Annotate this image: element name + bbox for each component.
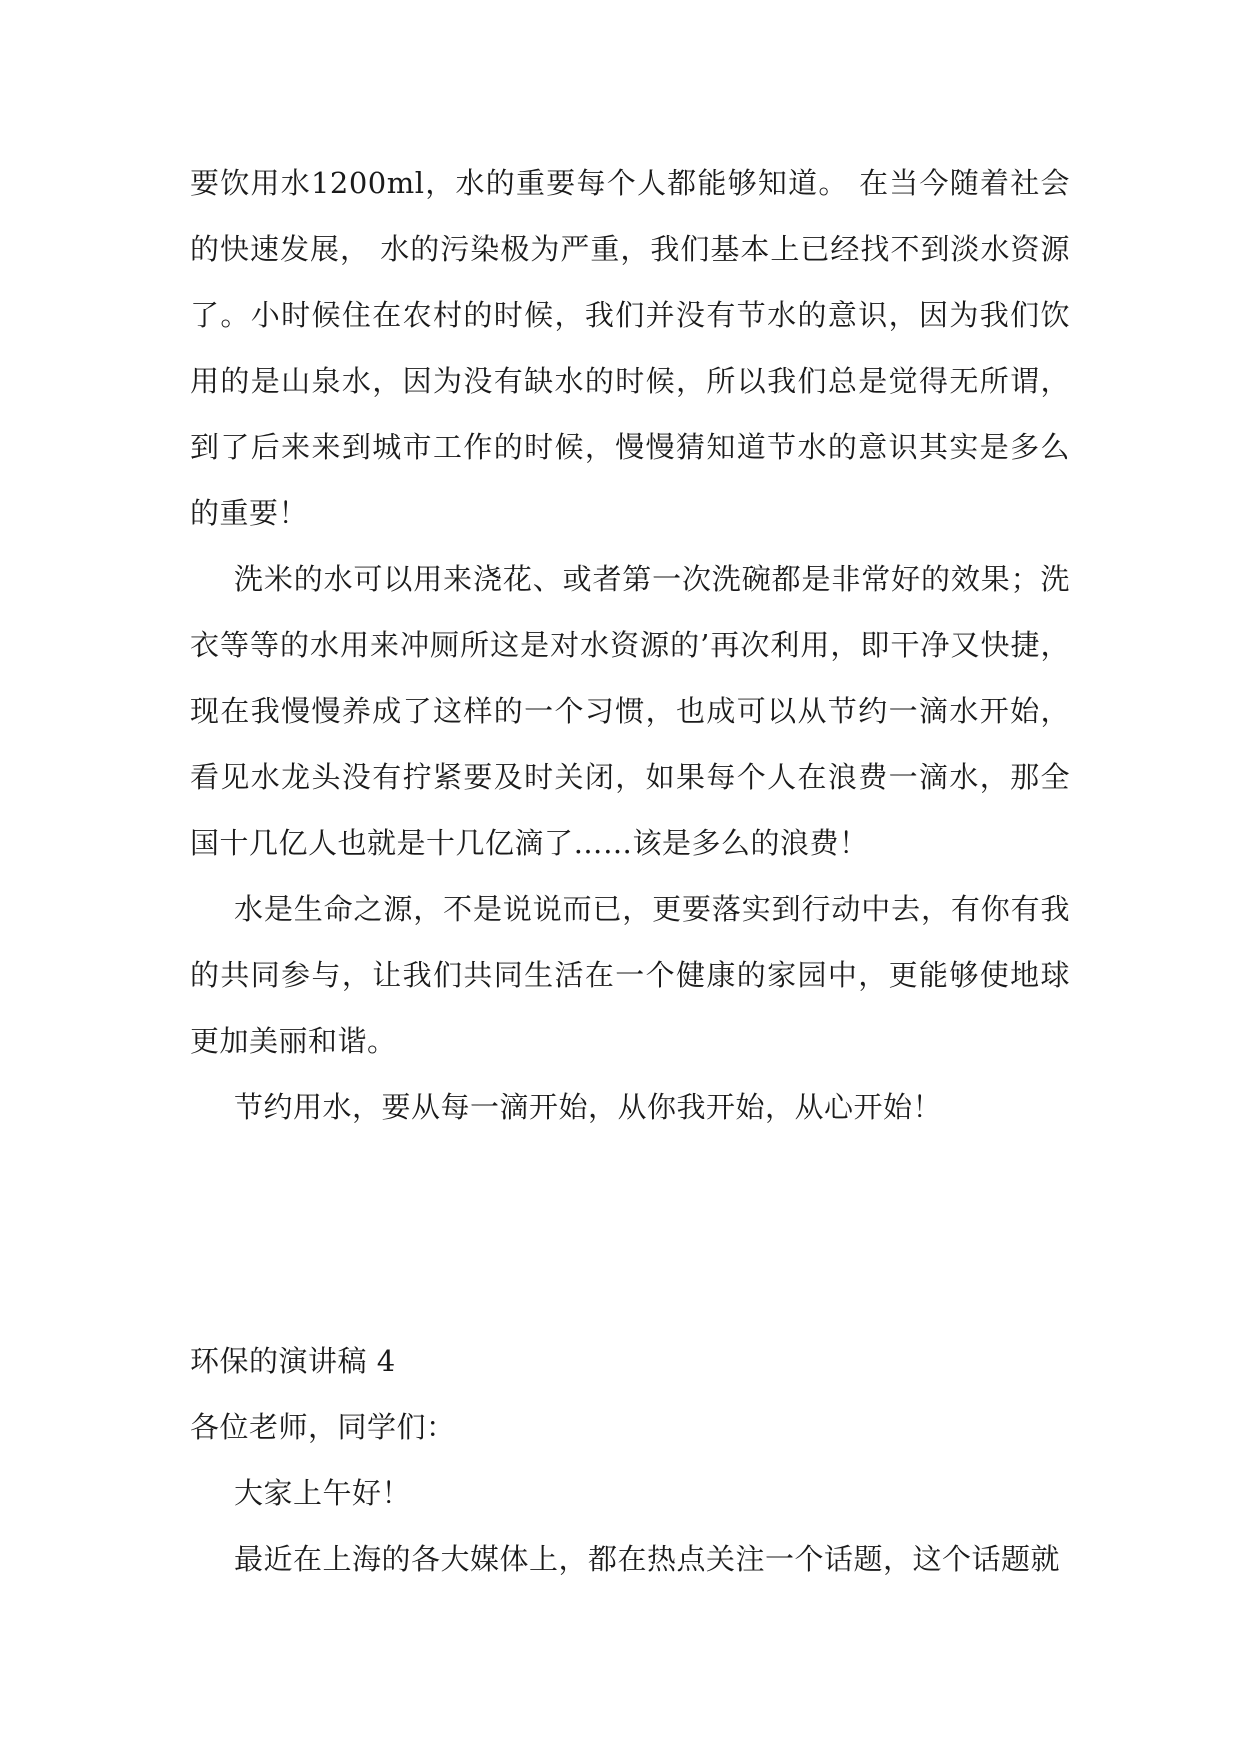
paragraph-source-of-life: 水是生命之源，不是说说而已，更要落实到行动中去，有你有我的共同参与，让我们共同生活在一个健康的家园中，更能够使地球更加美丽和谐。 bbox=[190, 892, 1070, 1058]
speech-opening-line: 最近在上海的各大媒体上，都在热点关注一个话题，这个话题就 bbox=[234, 1542, 1061, 1576]
speech-section-4 bbox=[190, 1328, 1070, 1592]
speech-greeting: 大家上午好！ bbox=[234, 1476, 412, 1510]
paragraph-save-water-closing: 节约用水，要从每一滴开始，从你我开始，从心开始！ bbox=[234, 1090, 943, 1124]
speech-section-continued bbox=[190, 150, 1070, 1140]
speech-title: 环保的演讲稿 4 bbox=[190, 1344, 396, 1378]
paragraph-water-reuse: 洗米的水可以用来浇花、或者第一次洗碗都是非常好的效果；洗衣等等的水用来冲厕所这是对水资源的’再次利用，即干净又快捷，现在我慢慢养成了这样的一个习惯，也成可以从节约一滴水开始，看见水龙头没有拧紧要及时关闭，如果每个人在浪费一滴水，那全国十几亿人也就是十几亿滴了……该是多么的浪费！ bbox=[190, 562, 1070, 860]
paragraph-water-importance: 要饮用水1200ml，水的重要每个人都能够知道。 在当今随着社会的快速发展， 水的污染极为严重，我们基本上已经找不到淡水资源了。小时候住在农村的时候，我们并没有节水的意识，因为我们饮用的是山泉水，因为没有缺水的时候，所以我们总是觉得无所谓，到了后来来到城市工作的时候，慢慢猜知道节水的意识其实是多么的重要！ bbox=[190, 166, 1070, 530]
speech-salutation: 各位老师，同学们： bbox=[190, 1410, 456, 1444]
